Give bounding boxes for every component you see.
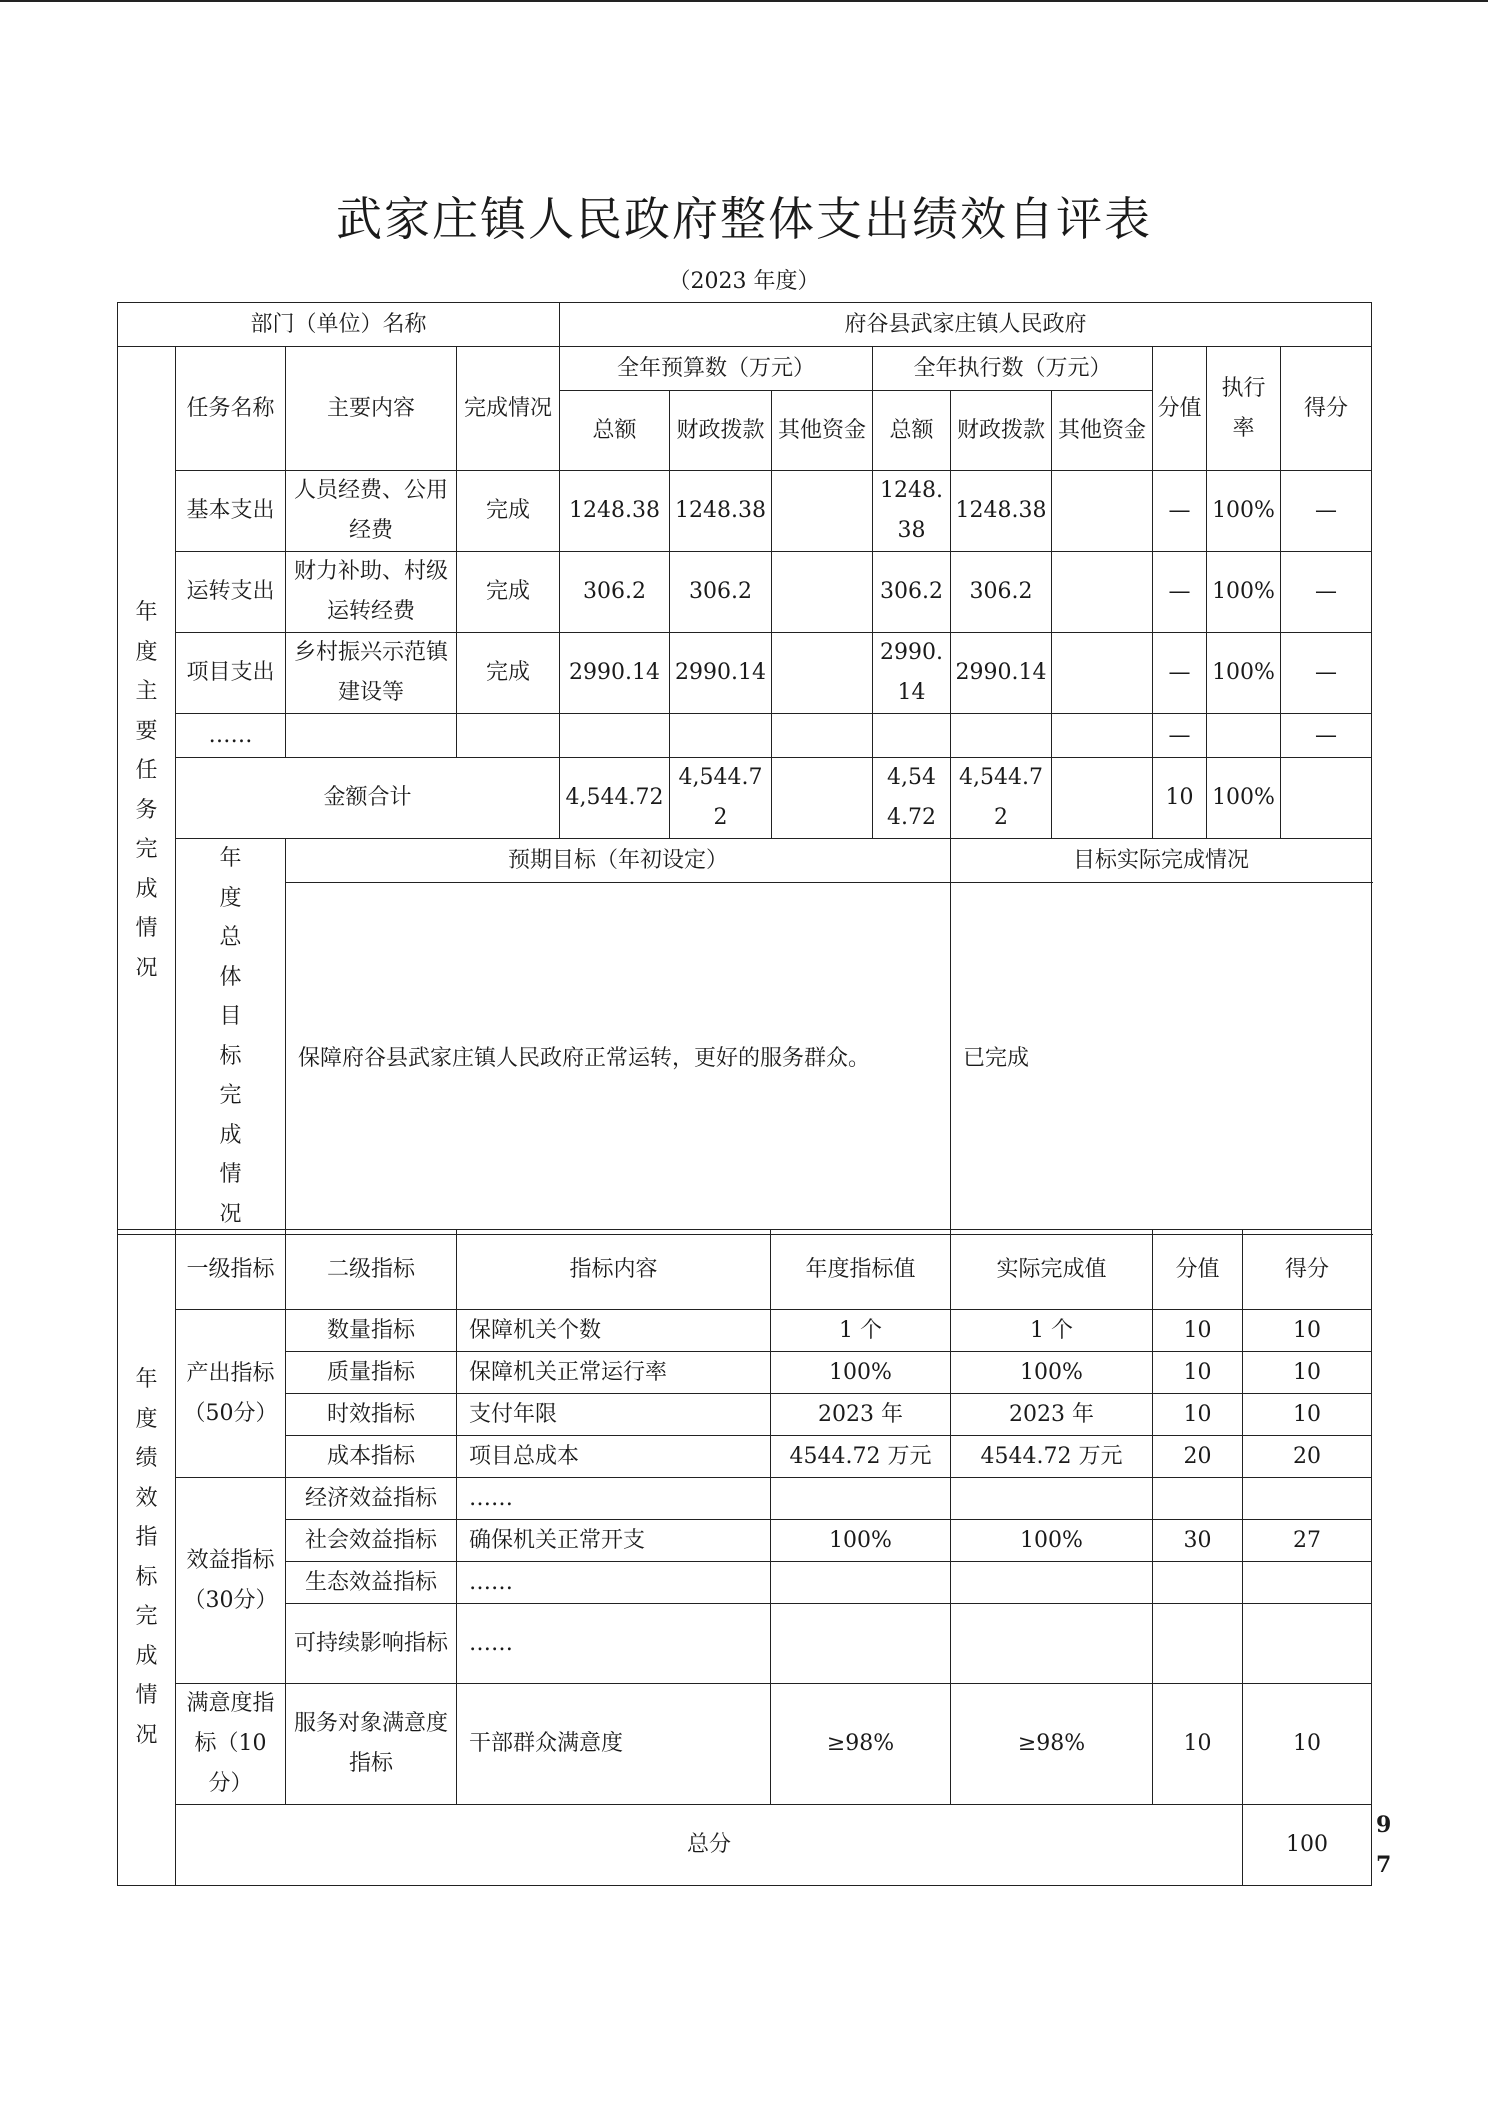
header-budget-total: 总额 (560, 391, 670, 471)
header-exec-fiscal: 财政拨款 (951, 391, 1052, 471)
table-row: 可持续影响指标 …… (118, 1604, 1372, 1684)
document-year: （2023 年度） (668, 269, 820, 294)
tasks-side-label: 年 度 主 要 任 务 完 成 情 况 (118, 347, 176, 1235)
table-row: 运转支出 财力补助、村级运转经费 完成 306.2 306.2 306.2 306.2 — 100% — (118, 552, 1372, 633)
table-row: 成本指标 项目总成本 4544.72 万元 4544.72 万元 20 20 (118, 1436, 1372, 1478)
document-title: 武家庄镇人民政府整体支出绩效自评表 (336, 192, 1152, 246)
header-score: 得分 (1243, 1230, 1372, 1310)
table-row: 生态效益指标 …… (118, 1562, 1372, 1604)
header-annual-target: 年度指标值 (771, 1230, 951, 1310)
table-row: 质量指标 保障机关正常运行率 100% 100% 10 10 (118, 1352, 1372, 1394)
indicators-side-label: 年 度 绩 效 指 标 完 成 情 况 (118, 1230, 176, 1886)
header-completion: 完成情况 (457, 347, 560, 471)
header-exec-rate: 执行率 (1207, 347, 1281, 471)
header-budget-group: 全年预算数（万元） (560, 347, 873, 391)
table-row: 效益指标（30分） 经济效益指标 …… (118, 1478, 1372, 1520)
sum-row: 金额合计 4,544.72 4,544.72 4,544.72 4,544.72 10 100% (118, 758, 1372, 839)
header-actual-value: 实际完成值 (951, 1230, 1153, 1310)
unit-name-value: 府谷县武家庄镇人民政府 (560, 303, 1372, 347)
header-exec-total: 总额 (873, 391, 951, 471)
header-score-value: 分值 (1153, 347, 1207, 471)
header-level2: 二级指标 (286, 1230, 457, 1310)
output-group-label: 产出指标（50分） (176, 1310, 286, 1478)
self-evaluation-table-tasks (117, 302, 1372, 1235)
satisfaction-group-label: 满意度指标（10分） (176, 1684, 286, 1805)
table-row: 社会效益指标 确保机关正常开支 100% 100% 30 27 (118, 1520, 1372, 1562)
total-value: 100 (1243, 1805, 1372, 1886)
total-row: 总分 100 97 (118, 1805, 1372, 1886)
goals-side-label: 年 度 总 体 目 标 完 成 情 况 (176, 839, 286, 1235)
header-indicator-content: 指标内容 (457, 1230, 771, 1310)
expected-goal-header: 预期目标（年初设定） (286, 839, 951, 883)
actual-goal-text: 已完成 (951, 883, 1372, 1235)
header-value: 分值 (1153, 1230, 1243, 1310)
header-level1: 一级指标 (176, 1230, 286, 1310)
table-row: 时效指标 支付年限 2023 年 2023 年 10 10 (118, 1394, 1372, 1436)
actual-goal-header: 目标实际完成情况 (951, 839, 1372, 883)
header-task-name: 任务名称 (176, 347, 286, 471)
total-label: 总分 (176, 1805, 1243, 1886)
table-row: 基本支出 人员经费、公用经费 完成 1248.38 1248.38 1248.38 1248.38 — 100% — (118, 471, 1372, 552)
unit-name-label: 部门（单位）名称 (118, 303, 560, 347)
header-exec-other: 其他资金 (1052, 391, 1153, 471)
expected-goal-text: 保障府谷县武家庄镇人民政府正常运转，更好的服务群众。 (286, 883, 951, 1235)
table-row: …… — — (118, 714, 1372, 758)
header-budget-other: 其他资金 (772, 391, 873, 471)
header-main-content: 主要内容 (286, 347, 457, 471)
header-budget-fiscal: 财政拨款 (670, 391, 772, 471)
self-evaluation-table-indicators (117, 1229, 1392, 1886)
benefit-group-label: 效益指标（30分） (176, 1478, 286, 1684)
header-exec-group: 全年执行数（万元） (873, 347, 1153, 391)
sum-label: 金额合计 (176, 758, 560, 839)
table-row: 满意度指标（10分） 服务对象满意度指标 干部群众满意度 ≥98% ≥98% 10 10 (118, 1684, 1372, 1805)
table-row: 项目支出 乡村振兴示范镇建设等 完成 2990.14 2990.14 2990.14 2990.14 — 100% — (118, 633, 1372, 714)
top-border-line (0, 0, 1488, 2)
header-score: 得分 (1281, 347, 1372, 471)
table-row: 产出指标（50分） 数量指标 保障机关个数 1 个 1 个 10 10 (118, 1310, 1372, 1352)
